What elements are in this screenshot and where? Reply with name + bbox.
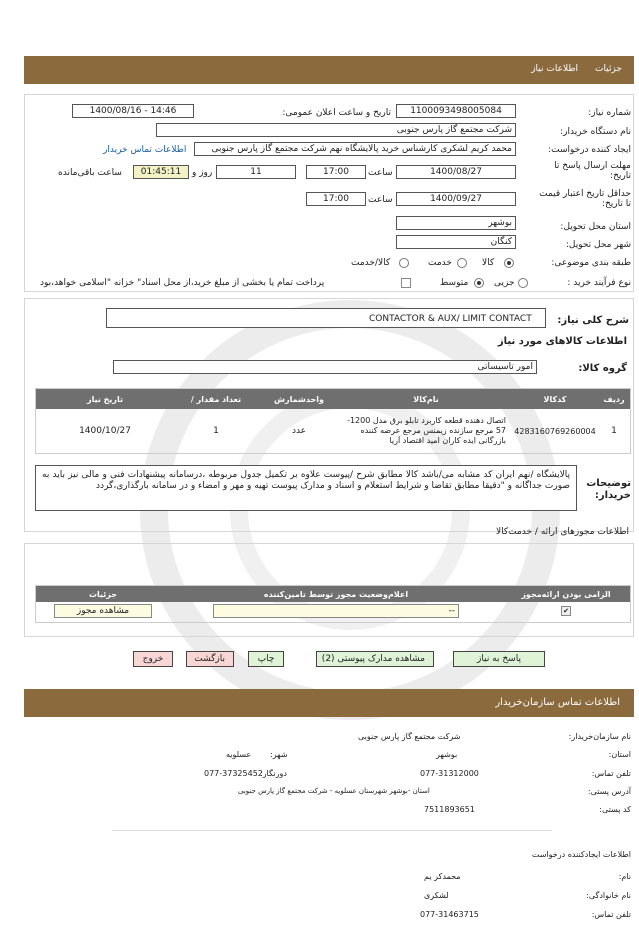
category-both-label: کالا/خدمت [351,258,391,268]
treasury-note: پرداخت تمام یا بخشی از مبلغ خرید،از محل اسناد" خزانه "اسلامی خواهد،بود [40,278,325,288]
goods-info-title: اطلاعات کالاهای مورد نیاز [497,336,627,347]
view-permit-button[interactable]: مشاهده مجوز [54,604,152,618]
process-medium-label: متوسط [440,278,469,288]
summary-field: CONTACTOR & AUX/ LIMIT CONTACT [106,308,546,328]
back-button[interactable]: بازگشت [186,651,234,667]
contact-address: استان -بوشهر شهرستان عسلویه - شرکت مجتمع گاز پارس جنوبی [238,787,430,795]
city-label: شهر محل تحویل: [565,240,631,250]
contact-postal-label: کد پستی: [599,805,631,814]
goods-table-wrapper [35,388,631,454]
treasury-checkbox[interactable] [401,278,411,288]
creator-phone: 077-31463715 [420,910,479,919]
creator-info-title: اطلاعات ایجادکننده درخواست [531,850,631,859]
permits-table [36,586,630,620]
category-label: طبقه بندی موضوعی: [551,258,631,268]
col-row: ردیف [598,389,630,409]
permit-status-cell [170,602,502,620]
contact-address-label: آدرس پستی: [587,787,631,796]
province-label: استان محل تحویل: [560,222,631,232]
buyer-org-label: نام دستگاه خریدار: [560,127,631,137]
creator-name: محمدکر یم [424,872,461,881]
buyer-notes-field: پالایشگاه /نهم ایران کد مشابه می‌/باشد کالا مطابق شرح /پیوست علاوه بر تکمیل جدول مربوطه ،درسامانه پیشنهادات فنی و مالی نیز باید به صورت جداگانه و "دقیقا مطابق تقاضا و شرایط استعلام و اسناد و مدارک پیوست تهیه و مهر و امضاء و در سامانه بارگذاری،گردد [35,465,577,511]
col-unit: واحدشمارش [258,389,340,409]
validity-date-field: 1400/09/27 [396,192,516,206]
contact-org: شرکت مجتمع گاز پارس جنوبی [358,732,461,741]
creator-name-label: نام: [618,872,631,881]
contact-phone-label: تلفن تماس: [591,769,631,778]
group-label: گروه کالا: [578,363,627,374]
attachments-button[interactable]: مشاهده مدارک پیوستی (2) [316,651,434,667]
permit-required-cell [502,602,630,620]
contact-divider [112,830,552,831]
process-minor-label: جزیی [494,278,515,288]
col-date: تاریخ نیاز [36,389,174,409]
contact-header-title: اطلاعات تماس سازمان‌خریدار [495,697,620,708]
col-required: الزامی بودن ارائه‌مجوز [502,586,630,602]
col-details: جزئیات [36,586,170,602]
contact-city-label: شهر: [270,750,288,759]
permits-title: اطلاعات مجوزهای ارائه / خدمت‌کالا [495,527,629,537]
city-field: کنگان [396,235,516,249]
col-name: نام‌کالا [340,389,512,409]
deadline-time-label: ساعت [368,168,393,178]
row-number: 1 [611,426,617,436]
creator-phone-label: تلفن تماس: [591,910,631,919]
reply-button[interactable]: پاسخ به نیاز [453,651,545,667]
process-label: نوع فرآیند خرید : [567,278,631,288]
remaining-time-field: 01:45:11 [133,165,189,179]
tab-need-info[interactable]: اطلاعات نیاز [531,64,578,74]
process-minor-radio[interactable] [518,278,528,288]
announce-field: 1400/08/16 - 14:46 [72,104,194,118]
days-label: روز و [192,168,213,178]
category-service-label: خدمت [428,258,452,268]
creator-family-label: نام خانوادگی: [586,891,631,900]
contact-city: عسلویه [226,750,252,759]
province-field: بوشهر [396,216,516,230]
creator-label: ایجاد کننده درخواست: [548,145,631,155]
print-button[interactable]: چاپ [248,651,284,667]
category-both-radio[interactable] [399,258,409,268]
required-checkbox: ✔ [561,606,571,616]
contact-fax: 077-37325452 [204,769,263,778]
permit-details-cell [36,602,170,620]
contact-fax-label: دورنگار: [260,769,287,778]
top-bar [24,56,634,84]
category-goods-radio[interactable] [504,258,514,268]
need-number-label: شماره نیاز: [588,108,631,118]
deadline-time-field: 17:00 [306,165,366,179]
creator-field: محمد کریم لشکری کارشناس خرید پالایشگاه نهم شرکت مجتمع گاز پارس جنوبی [194,142,516,156]
remaining-label: ساعت باقی‌مانده [58,168,122,178]
announce-label: تاریخ و ساعت اعلان عمومی: [282,108,391,118]
validity-time-label: ساعت [368,195,393,205]
row-unit: عدد [291,426,307,436]
tab-details[interactable]: جزئیات [595,64,622,74]
category-goods-label: کالا [482,258,495,268]
deadline-label: مهلت ارسال پاسخ تا تاریخ: [554,161,631,181]
col-code: کدکالا [512,389,598,409]
category-service-radio[interactable] [457,258,467,268]
contact-postal: 7511893651 [424,805,475,814]
col-qty: تعداد مقدار / [174,389,258,409]
row-name: اتصال دهنده قطعه کاربرد تابلو برق مدل 1200-57 مرجع سازنده زیمنس مرجع عرضه کننده بازرگانی ایده کاران امید اقتصاد آریا [347,416,506,445]
row-code: 4283160769260004 [514,426,596,436]
permits-table-wrapper [35,585,631,623]
buyer-contact-link[interactable]: اطلاعات تماس خریدار [103,145,187,155]
summary-label: شرح کلی نیاز: [557,315,629,326]
table-row [36,409,630,453]
row-qty: 1 [213,426,219,436]
permit-row [36,602,630,620]
creator-family: لشکری [424,891,449,900]
process-medium-radio[interactable] [474,278,484,288]
validity-label: حداقل تاریخ اعتبار قیمت تا تاریخ: [539,189,631,209]
deadline-date-field: 1400/08/27 [396,165,516,179]
need-number-field: 1100093498005084 [396,104,516,118]
buyer-org-field: شرکت مجتمع گاز پارس جنوبی [156,123,516,137]
contact-org-label: نام سازمان‌خریدار: [568,732,631,741]
buyer-notes-label: توضیحات خریدار: [586,478,631,501]
contact-phone: 077-31312000 [420,769,479,778]
goods-table [36,389,630,453]
col-status: اعلام‌وضعیت مجوز توسط تامین‌کننده [170,586,502,602]
group-field: امور تاسیساتی [113,360,537,374]
contact-header [24,689,634,717]
validity-time-field: 17:00 [306,192,366,206]
contact-province-label: استان: [608,750,631,759]
row-date: 1400/10/27 [79,426,131,436]
days-field: 11 [216,165,296,179]
permit-status-field[interactable]: -- [213,604,459,618]
contact-province: بوشهر [436,750,458,759]
exit-button[interactable]: خروج [133,651,173,667]
